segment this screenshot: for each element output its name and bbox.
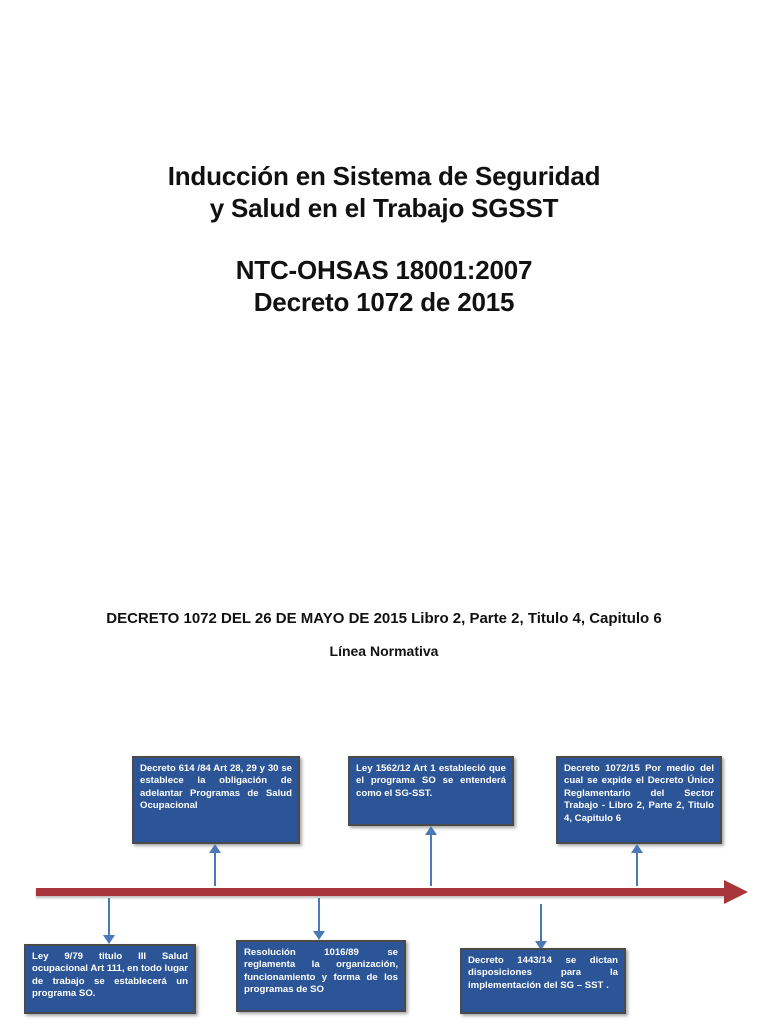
decree-title: Decreto 1072 de 2015 xyxy=(253,287,515,317)
timeline-box-resolucion-1016: Resolución 1016/89 se reglamenta la organización, funcionamiento y forma de los programas de SO xyxy=(236,940,406,1012)
timeline-box-decreto-614: Decreto 614 /84 Art 28, 29 y 30 se establece la obligación de adelantar Programas de Salud Ocupacional xyxy=(132,756,300,844)
title-block xyxy=(0,160,768,318)
timeline-box-decreto-1072: Decreto 1072/15 Por medio del cual se expide el Decreto Único Reglamentario del Sector Trabajo - Libro 2, Parte 2, Titulo 4, Capitulo 6 xyxy=(556,756,722,844)
timeline-box-ley-9-79: Ley 9/79 titulo III Salud ocupacional Art 111, en todo lugar de trabajo se establecerá un programa SO. xyxy=(24,944,196,1014)
connector-arrow-up-1 xyxy=(214,852,216,886)
slide-timeline xyxy=(0,580,768,1024)
connector-arrow-down-3 xyxy=(540,904,542,942)
title-line-1: Inducción en Sistema de Seguridad xyxy=(167,161,601,191)
connector-arrow-down-2 xyxy=(318,898,320,932)
connector-arrow-up-2 xyxy=(430,834,432,886)
connector-arrow-up-3 xyxy=(636,852,638,886)
timeline-line xyxy=(36,888,726,896)
connector-arrow-down-1 xyxy=(108,898,110,936)
title-line-2: y Salud en el Trabajo SGSST xyxy=(209,193,559,223)
slide-subheading: Línea Normativa xyxy=(329,643,439,659)
slide-heading: DECRETO 1072 DEL 26 DE MAYO DE 2015 Libro 2, Parte 2, Titulo 4, Capitulo 6 xyxy=(106,610,662,627)
timeline-arrowhead xyxy=(724,880,748,904)
standard-title: NTC-OHSAS 18001:2007 xyxy=(235,255,533,285)
timeline-box-decreto-1443: Decreto 1443/14 se dictan disposiciones para la implementación del SG – SST . xyxy=(460,948,626,1014)
timeline-box-ley-1562: Ley 1562/12 Art 1 estableció que el programa SO se entenderá como el SG-SST. xyxy=(348,756,514,826)
